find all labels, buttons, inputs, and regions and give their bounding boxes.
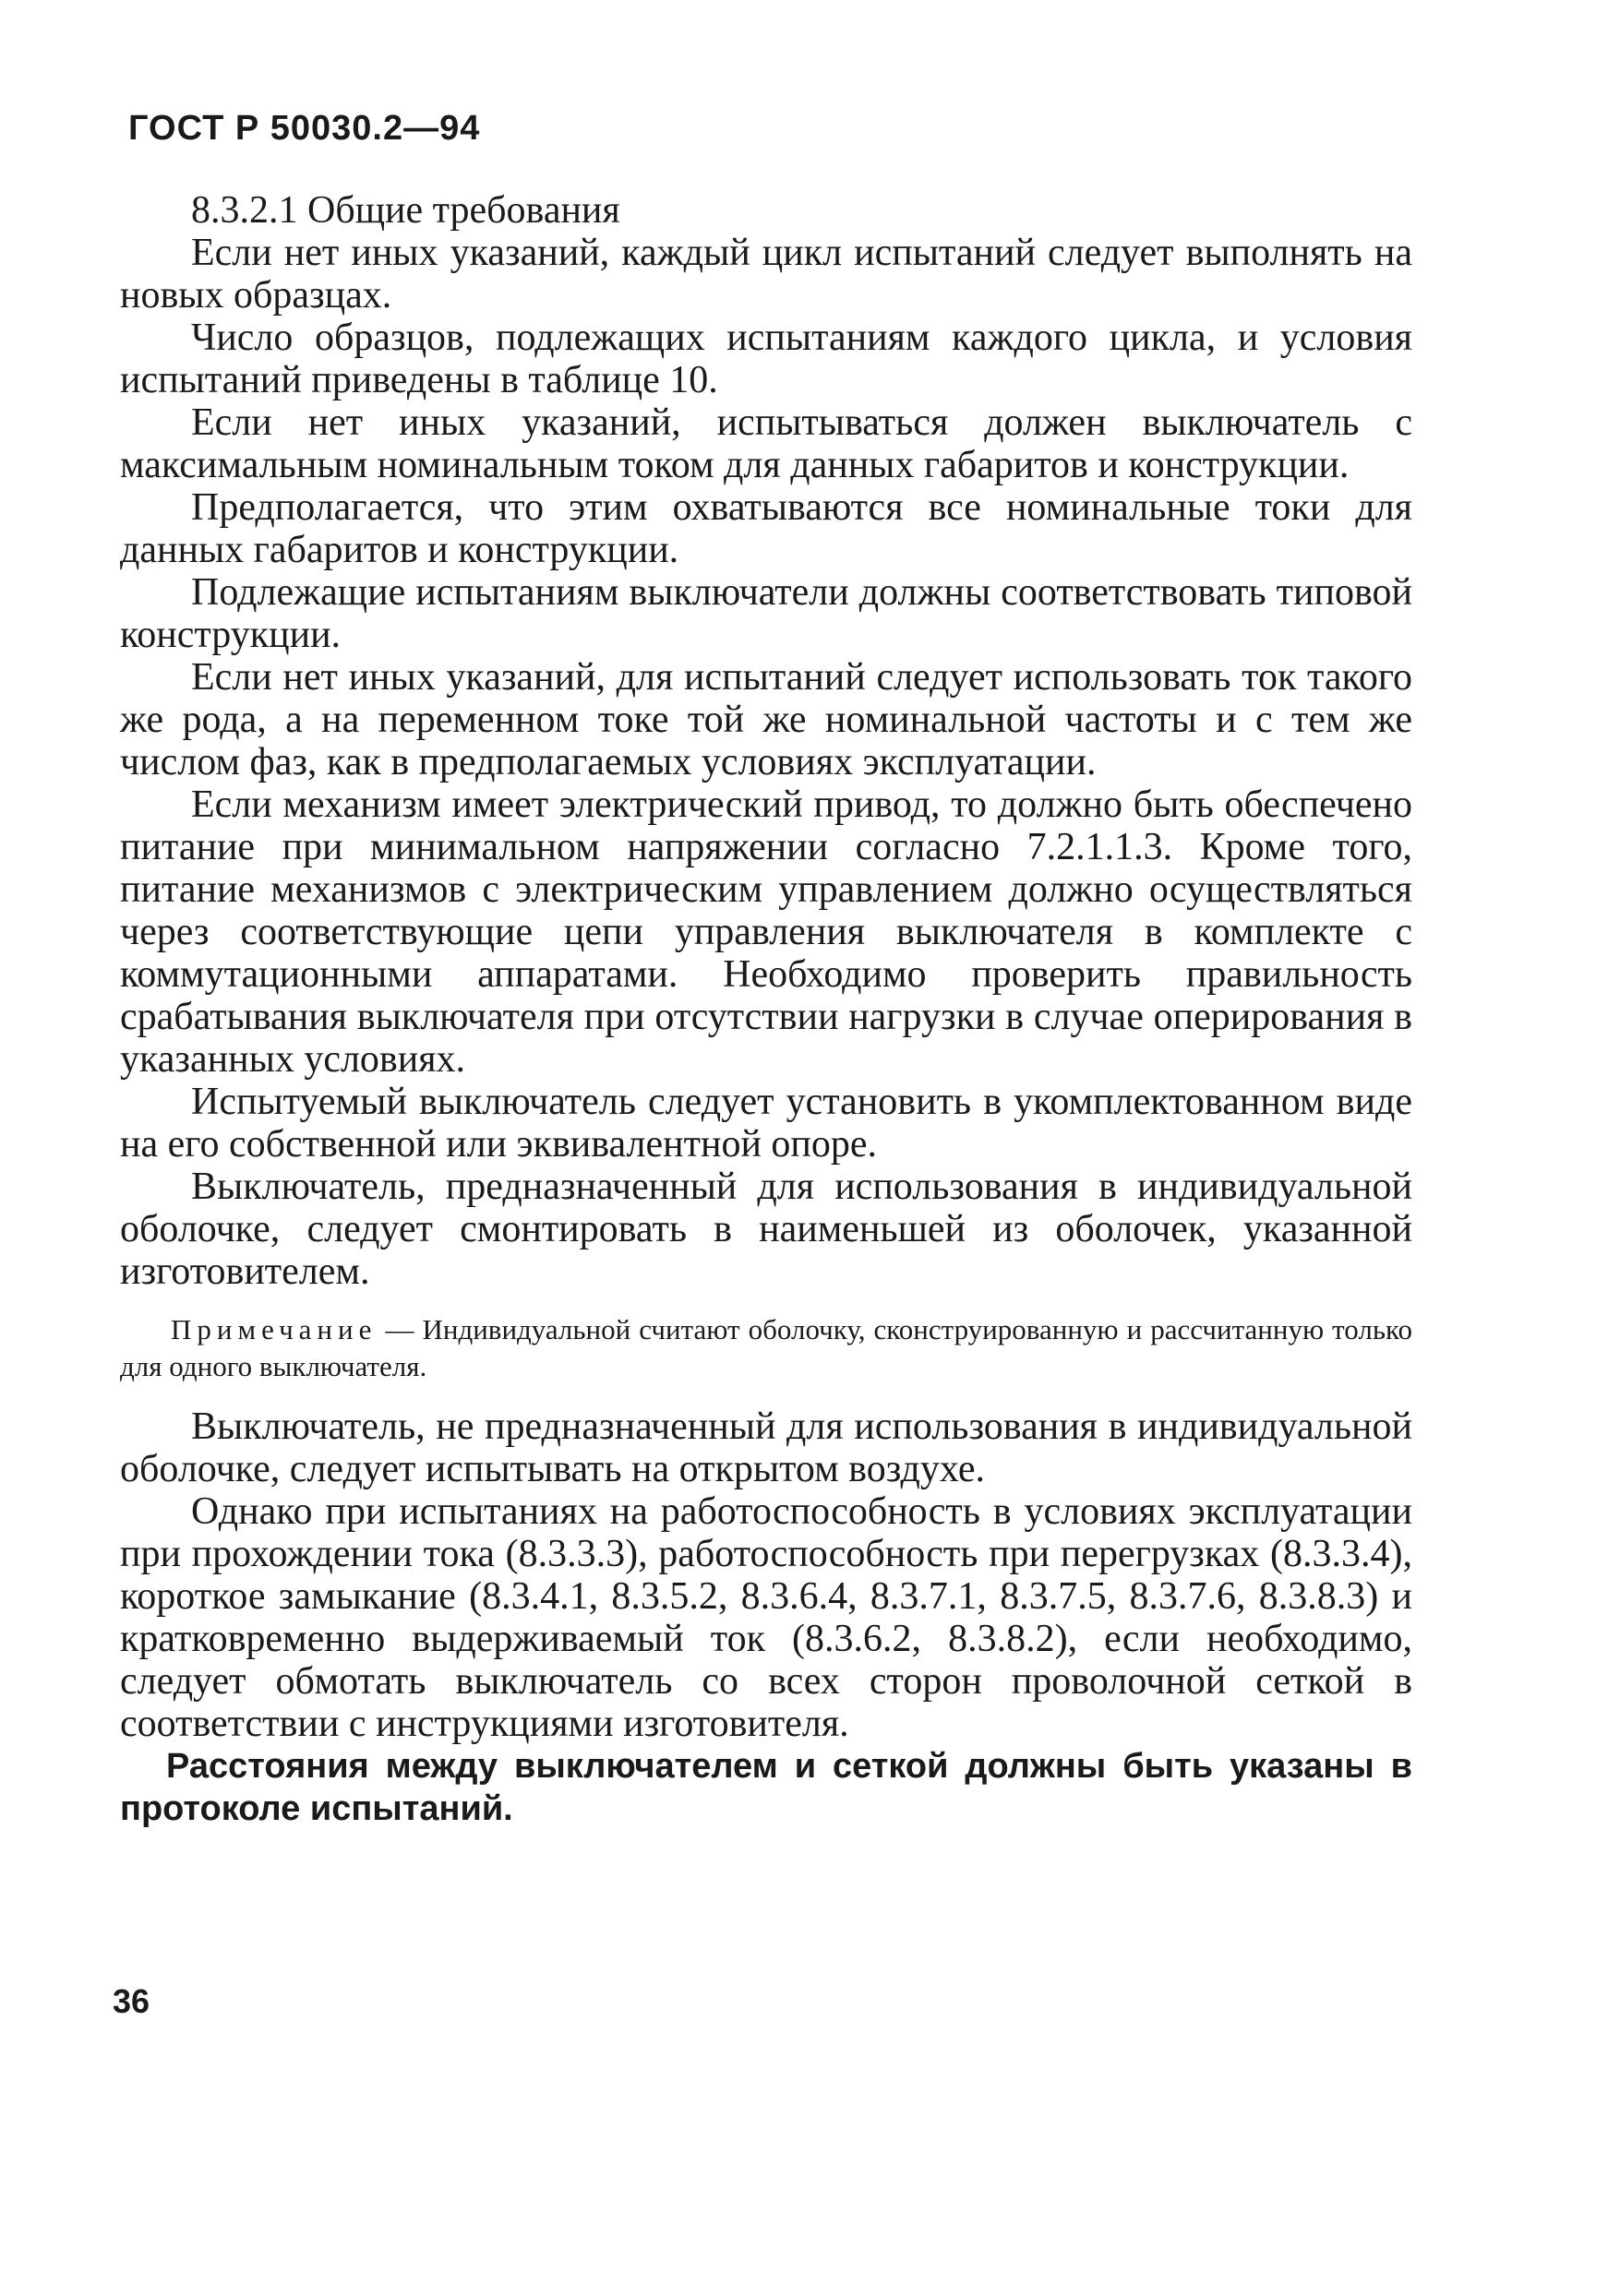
paragraph: Подлежащие испытаниям выключатели должны соответствовать типовой конструкции. [120, 571, 1412, 656]
note-text: — Индивидуальной считают оболочку, сконструированную и рассчитанную только для одного выключателя. [120, 1313, 1412, 1382]
note-label: Примечание [171, 1313, 378, 1345]
document-body [120, 189, 1412, 1830]
paragraph: Однако при испытаниях на работоспособность в условиях эксплуатации при прохождении тока (8.3.3.3), работоспособность при перегрузках (8.3.3.4), короткое замыкание (8.3.4.1, 8.3.5.2, 8.3.6.4, 8.3.7.1, 8.3.7.5, 8.3.7.6, 8.3.8.3) и кратковременно выдерживаемый ток (8.3.6.2, 8.3.8.2), если необходимо, следует обмотать выключатель со всех сторон проволочной сеткой в соответствии с инструкциями изготовителя. [120, 1490, 1412, 1745]
paragraph: Если механизм имеет электрический привод, то должно быть обеспечено питание при минимальном напряжении согласно 7.2.1.1.3. Кроме того, питание механизмов с электрическим управлением должно осуществляться через соответствующие цепи управления выключателя в комплекте с коммутационными аппаратами. Необходимо проверить правильность срабатывания выключателя при отсутствии нагрузки в случае оперирования в указанных условиях. [120, 783, 1412, 1081]
final-paragraph: Расстояния между выключателем и сеткой должны быть указаны в протоколе испытаний. [120, 1747, 1412, 1828]
paragraph: Выключатель, не предназначенный для использования в индивидуальной оболочке, следует испытывать на открытом воздухе. [120, 1405, 1412, 1490]
paragraph: Если нет иных указаний, для испытаний следует использовать ток такого же рода, а на переменном токе той же номинальной частоты и с тем же числом фаз, как в предполагаемых условиях эксплуатации. [120, 656, 1412, 783]
note [120, 1311, 1412, 1385]
page-number: 36 [113, 1982, 150, 2020]
paragraph: Если нет иных указаний, каждый цикл испытаний следует выполнять на новых образцах. [120, 232, 1412, 317]
paragraph: Предполагается, что этим охватываются все номинальные токи для данных габаритов и конструкции. [120, 486, 1412, 571]
document-header: ГОСТ Р 50030.2—94 [128, 109, 481, 148]
paragraph: Если нет иных указаний, испытываться должен выключатель с максимальным номинальным током для данных габаритов и конструкции. [120, 401, 1412, 486]
paragraph: Число образцов, подлежащих испытаниям каждого цикла, и условия испытаний приведены в таблице 10. [120, 317, 1412, 401]
paragraph: Выключатель, предназначенный для использования в индивидуальной оболочке, следует смонтировать в наименьшей из оболочек, указанной изготовителем. [120, 1166, 1412, 1293]
paragraph: Испытуемый выключатель следует установить в укомплектованном виде на его собственной или эквивалентной опоре. [120, 1081, 1412, 1166]
section-heading: 8.3.2.1 Общие требования [191, 189, 620, 232]
